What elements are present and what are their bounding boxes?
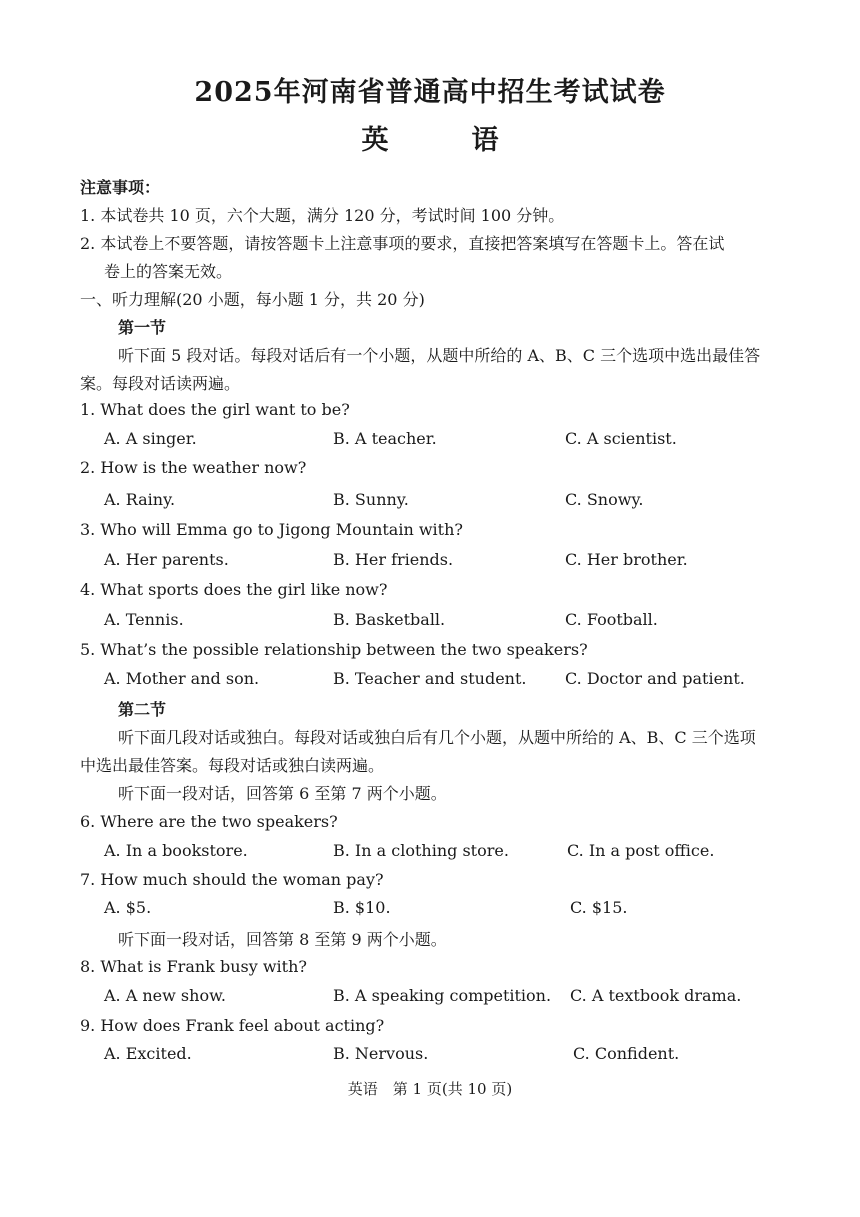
- question-5: 5. What’s the possible relationship between the two speakers?: [80, 640, 588, 659]
- question-6-option-a: A. In a bookstore.: [104, 841, 248, 860]
- question-3-option-b: B. Her friends.: [333, 550, 454, 569]
- dialog-intro-6-7: 听下面一段对话，回答第 6 至第 7 两个小题。: [118, 784, 447, 803]
- question-9-option-b: B. Nervous.: [333, 1044, 429, 1063]
- exam-title: 2025年河南省普通高中招生考试试卷: [194, 77, 666, 108]
- part1-heading: 一、听力理解(20 小题，每小题 1 分，共 20 分): [80, 290, 425, 309]
- question-6: 6. Where are the two speakers?: [80, 812, 338, 831]
- section1-instruction-line1: 听下面 5 段对话。每段对话后有一个小题，从题中所给的 A、B、C 三个选项中选出最佳答: [118, 346, 761, 365]
- question-2: 2. How is the weather now?: [80, 458, 307, 477]
- question-8-option-b: B. A speaking competition.: [333, 986, 552, 1005]
- section2-title: 第二节: [118, 700, 167, 719]
- subject-title: 英 语: [361, 125, 527, 156]
- question-7-option-c: C. $15.: [570, 898, 628, 917]
- question-8-option-c: C. A textbook drama.: [570, 986, 742, 1005]
- section1-instruction-line2: 案。每段对话读两遍。: [80, 374, 241, 393]
- question-4-option-a: A. Tennis.: [104, 610, 184, 629]
- question-3-option-c: C. Her brother.: [565, 550, 688, 569]
- question-4: 4. What sports does the girl like now?: [80, 580, 388, 599]
- question-9-option-c: C. Confident.: [573, 1044, 680, 1063]
- question-8: 8. What is Frank busy with?: [80, 957, 307, 976]
- question-2-option-b: B. Sunny.: [333, 490, 409, 509]
- question-5-option-c: C. Doctor and patient.: [565, 669, 745, 688]
- notice-item-1: 1. 本试卷共 10 页，六个大题，满分 120 分，考试时间 100 分钟。: [80, 206, 565, 225]
- question-3: 3. Who will Emma go to Jigong Mountain with?: [80, 520, 463, 539]
- dialog-intro-8-9: 听下面一段对话，回答第 8 至第 9 两个小题。: [118, 930, 447, 949]
- notice-item-2-line2: 卷上的答案无效。: [104, 262, 233, 281]
- question-2-option-c: C. Snowy.: [565, 490, 644, 509]
- question-9: 9. How does Frank feel about acting?: [80, 1016, 385, 1035]
- question-1-option-a: A. A singer.: [104, 429, 197, 448]
- question-7-option-b: B. $10.: [333, 898, 391, 917]
- question-1-option-b: B. A teacher.: [333, 429, 437, 448]
- question-4-option-c: C. Football.: [565, 610, 658, 629]
- question-5-option-b: B. Teacher and student.: [333, 669, 527, 688]
- question-1: 1. What does the girl want to be?: [80, 400, 350, 419]
- question-9-option-a: A. Excited.: [104, 1044, 192, 1063]
- section1-title: 第一节: [118, 318, 167, 337]
- question-8-option-a: A. A new show.: [104, 986, 226, 1005]
- question-1-option-c: C. A scientist.: [565, 429, 677, 448]
- question-6-option-c: C. In a post office.: [567, 841, 715, 860]
- section2-instruction-line2: 中选出最佳答案。每段对话或独白读两遍。: [80, 756, 385, 775]
- question-4-option-b: B. Basketball.: [333, 610, 446, 629]
- question-7-option-a: A. $5.: [104, 898, 152, 917]
- notice-heading: 注意事项：: [80, 178, 161, 197]
- question-5-option-a: A. Mother and son.: [104, 669, 260, 688]
- question-6-option-b: B. In a clothing store.: [333, 841, 509, 860]
- page-footer: 英语 第 1 页(共 10 页): [347, 1080, 513, 1098]
- question-7: 7. How much should the woman pay?: [80, 870, 384, 889]
- section2-instruction-line1: 听下面几段对话或独白。每段对话或独白后有几个小题，从题中所给的 A、B、C 三个选项: [118, 728, 756, 747]
- question-3-option-a: A. Her parents.: [104, 550, 229, 569]
- notice-item-2-line1: 2. 本试卷上不要答题，请按答题卡上注意事项的要求，直接把答案填写在答题卡上。答在试: [80, 234, 725, 253]
- question-2-option-a: A. Rainy.: [104, 490, 176, 509]
